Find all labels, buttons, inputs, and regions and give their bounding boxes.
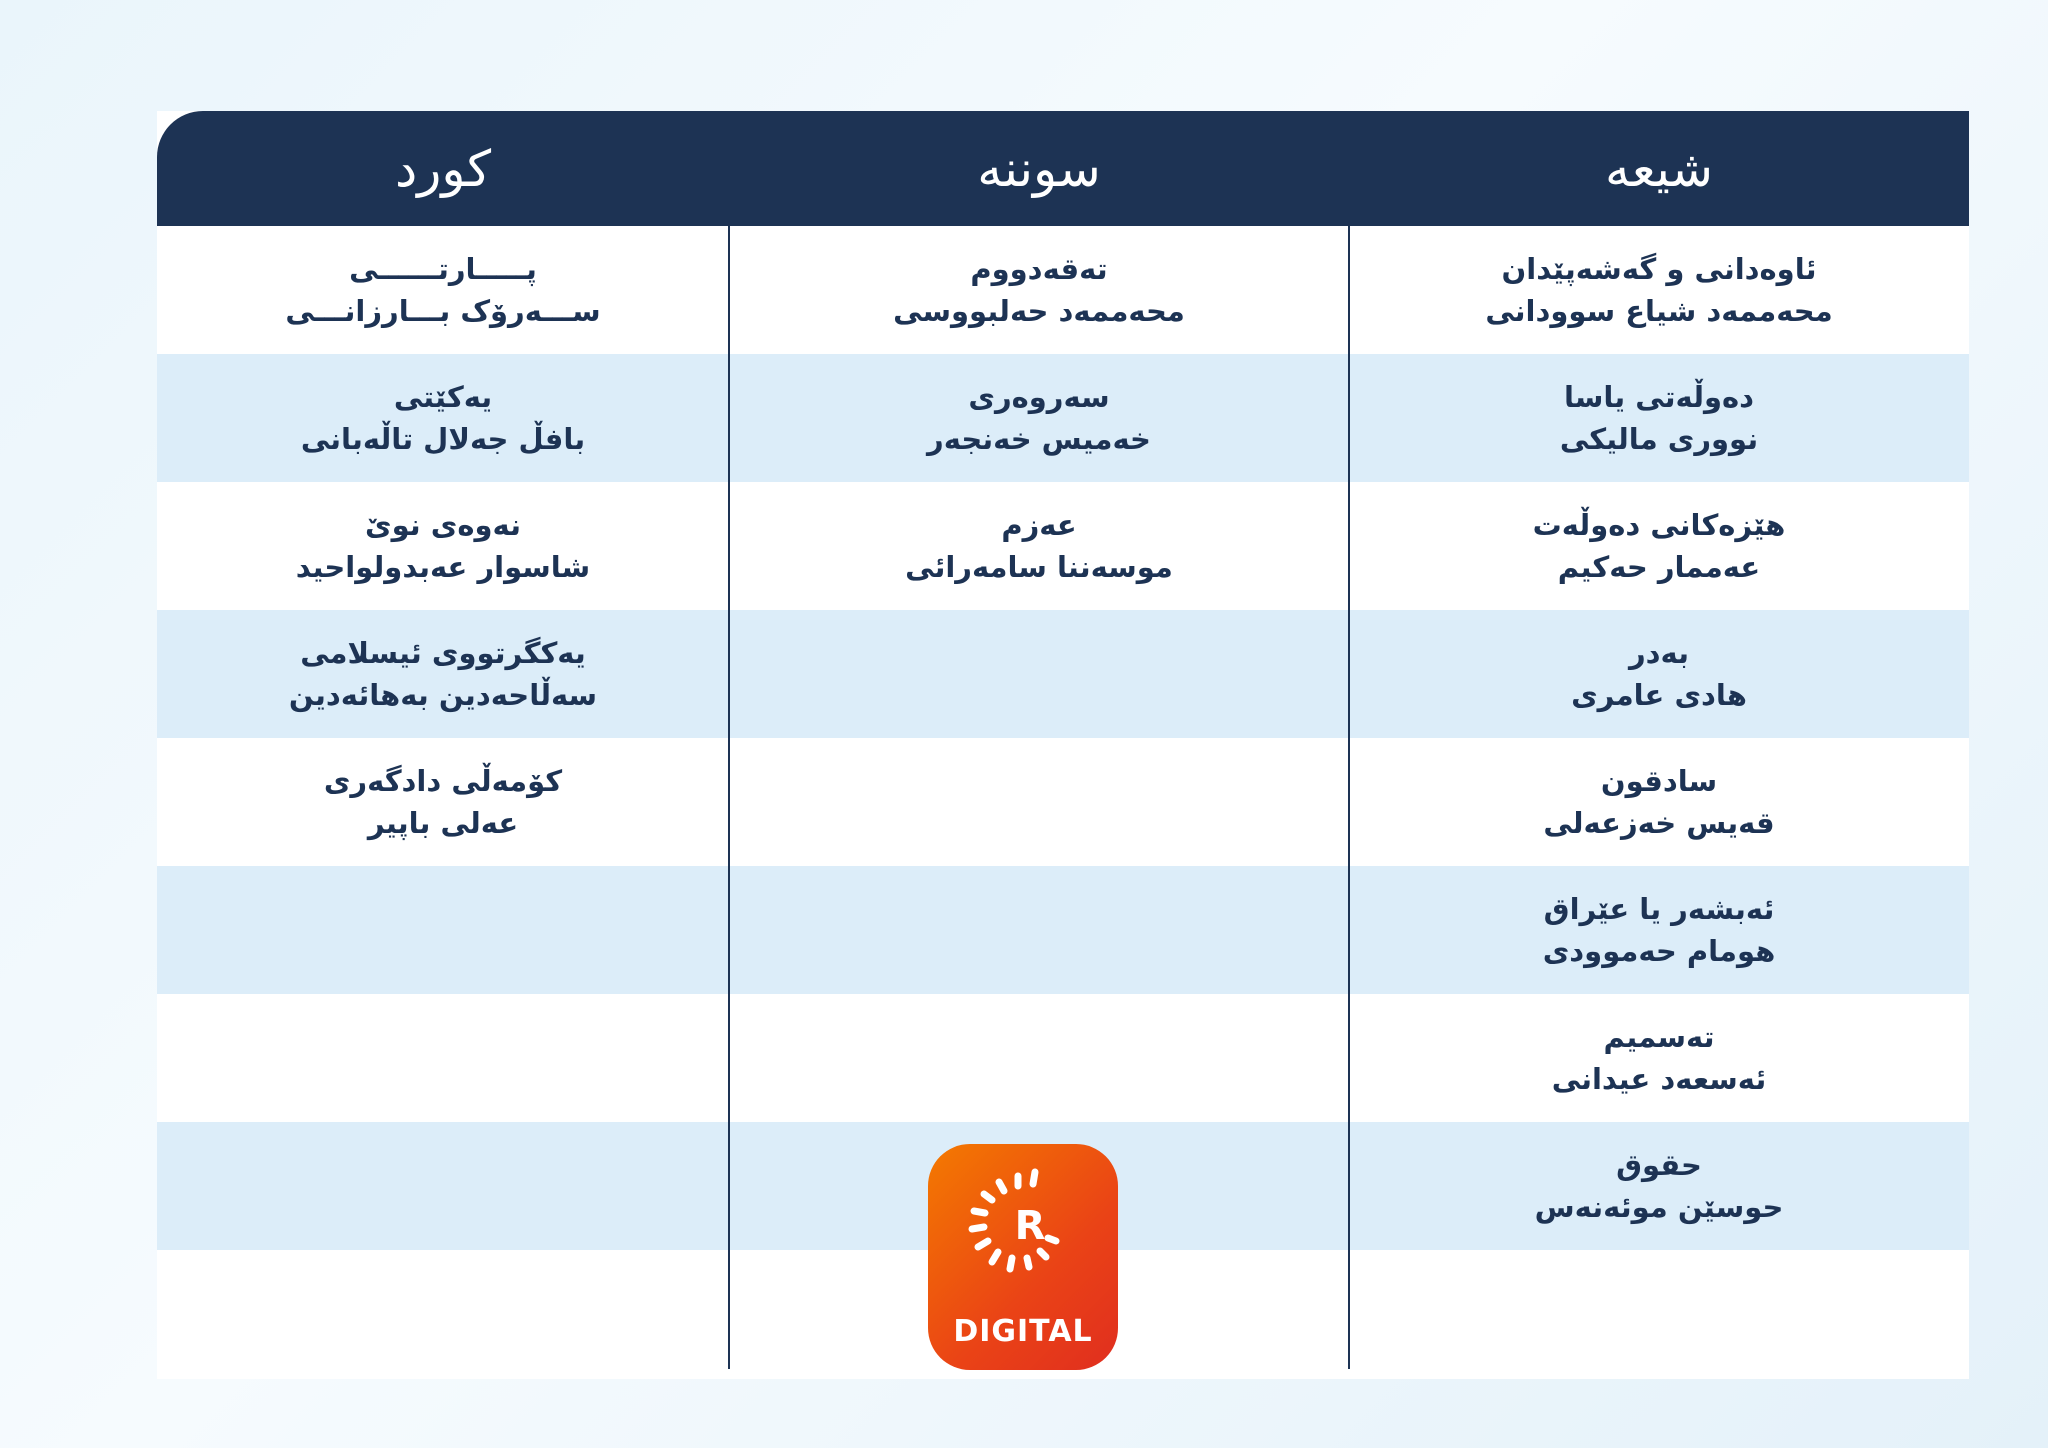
leader-name: بافڵ جەلال تاڵەبانی [300,422,586,456]
party-name: سادقون [1600,764,1718,798]
cell-shia [1349,482,1969,610]
cell-shia [1349,226,1969,354]
leader-name: موسەننا سامەرائی [905,550,1173,584]
leader-name: عەلی باپیر [367,806,519,840]
header-kurd: کورد [394,139,492,198]
table-header [157,111,1969,226]
leader-name: ئەسعەد عیدانی [1551,1062,1767,1096]
leader-name: ســـەرۆک بـــارزانـــی [285,294,601,328]
leader-name: محەممەد شیاع سوودانی [1485,294,1833,328]
leader-name: خەمیس خەنجەر [927,422,1151,456]
party-name: سەروەری [968,380,1110,414]
sunburst-icon [928,1144,1118,1314]
cell-kurd [157,482,729,610]
cell-kurd [157,226,729,354]
cell-sunni [729,354,1349,482]
cell-sunni [729,226,1349,354]
party-name: بەدر [1628,636,1690,670]
party-name: پـــــارتــــــی [349,252,537,286]
header-shia: شیعە [1605,139,1713,198]
leader-name: سەڵاحەدین بەهائەدین [288,678,598,712]
rudaw-digital-logo [928,1144,1118,1370]
cell-kurd [157,738,729,866]
cell-shia [1349,1122,1969,1250]
table-row [157,354,1969,482]
leader-name: قەیس خەزعەلی [1543,806,1775,840]
party-name: کۆمەڵی دادگەری [323,764,563,798]
leader-name: محەممەد حەلبووسی [893,294,1185,328]
table-row [157,226,1969,354]
leader-name: هومام حەموودی [1542,934,1776,968]
header-sunni: سوننە [977,139,1101,198]
leader-name: هادی عامری [1571,678,1747,712]
logo-text: DIGITAL [953,1314,1093,1349]
party-name: دەوڵەتی یاسا [1564,380,1755,414]
party-name: حقوق [1616,1148,1702,1182]
cell-kurd [157,610,729,738]
party-name: تەقەدووم [970,252,1108,286]
leader-name: حوسێن موئەنەس [1534,1190,1784,1224]
party-name: ئەبشەر یا عێراق [1543,892,1775,926]
logo-letter: R [1014,1203,1046,1249]
cell-kurd [157,866,729,994]
leader-name: نووری مالیکی [1559,422,1759,456]
party-name: عەزم [1001,508,1077,542]
table-row [157,994,1969,1122]
cell-shia [1349,994,1969,1122]
party-name: نەوەی نوێ [365,508,521,542]
column-divider [1348,226,1350,1369]
cell-sunni [729,994,1349,1122]
leader-name: شاسوار عەبدولواحید [295,550,591,584]
cell-shia [1349,610,1969,738]
cell-sunni [729,866,1349,994]
cell-sunni [729,482,1349,610]
party-name: تەسمیم [1603,1020,1715,1054]
cell-kurd [157,354,729,482]
cell-kurd [157,994,729,1122]
cell-kurd [157,1122,729,1250]
party-name: هێزەکانی دەوڵەت [1532,508,1786,542]
column-divider [728,226,730,1369]
cell-sunni [729,610,1349,738]
table-row [157,482,1969,610]
party-name: یەکێتی [393,380,493,414]
party-name: یەکگرتووی ئیسلامی [300,636,586,670]
cell-shia [1349,354,1969,482]
cell-shia [1349,738,1969,866]
cell-shia [1349,1250,1969,1365]
cell-shia [1349,866,1969,994]
table-row [157,610,1969,738]
table-row [157,866,1969,994]
cell-kurd [157,1250,729,1365]
cell-sunni [729,738,1349,866]
leader-name: عەممار حەکیم [1557,550,1761,584]
party-name: ئاوەدانی و گەشەپێدان [1501,252,1817,286]
table-row [157,738,1969,866]
